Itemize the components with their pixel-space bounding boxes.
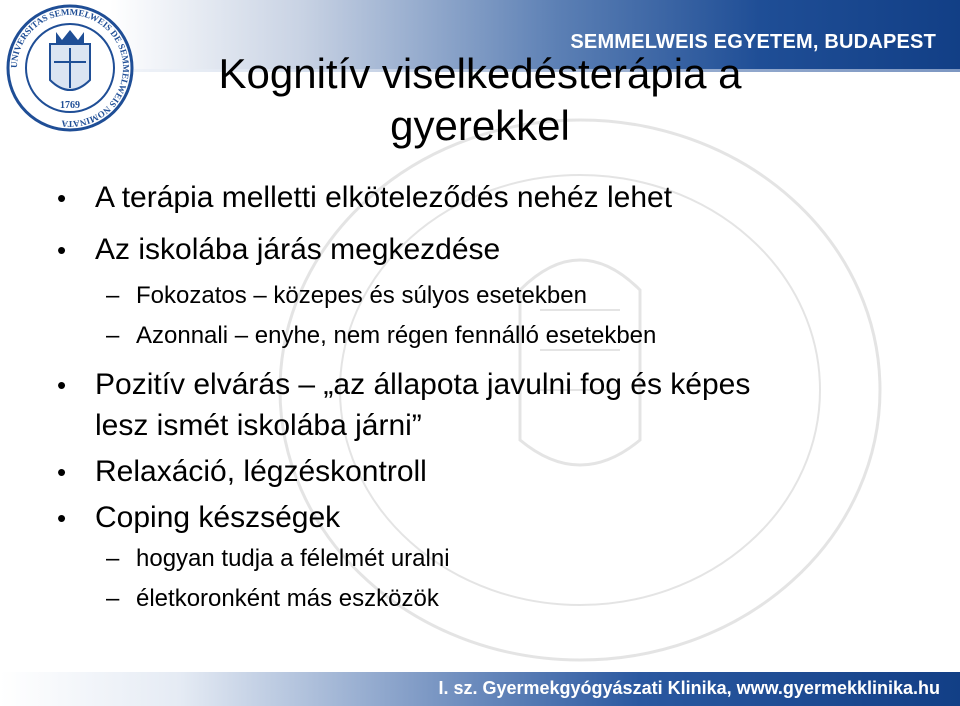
bullet-text: Relaxáció, légzéskontroll [95,455,427,488]
sub-bullet-text: Fokozatos – közepes és súlyos esetekben [136,282,587,309]
university-seal [4,2,136,134]
bullet-text: Pozitív elvárás – „az állapota javulni fog és képes [95,368,751,401]
sub-bullet-text: életkoronként más eszközök [136,585,439,612]
sub-bullet-text: hogyan tudja a félelmét uralni [136,545,450,572]
dash-icon: – [106,585,120,612]
footer-text: I. sz. Gyermekgyógyászati Klinika, www.gyermekklinika.hu [438,678,940,698]
sub-bullet-item [106,584,916,614]
sub-bullet-item [106,544,916,574]
footer-band [0,672,960,706]
bullet-text: Az iskolába járás megkezdése [95,233,501,266]
dash-icon: – [106,282,120,309]
slide-title-line-2: gyerekkel [390,102,570,149]
bullet-dot-icon: • [57,457,67,487]
sub-bullet-text: Azonnali – enyhe, nem régen fennálló esetekben [136,322,657,349]
bullet-text: lesz ismét iskolába járni” [95,409,422,442]
bullet-dot-icon: • [57,235,67,265]
slide-title [160,48,800,152]
bullet-item [57,498,915,538]
sub-bullet-item [106,281,916,311]
dash-icon: – [106,545,120,572]
seal-year: 1769 [60,100,80,111]
bullet-item [57,230,915,270]
bullet-item [57,365,915,405]
university-name: SEMMELWEIS EGYETEM, BUDAPEST [570,31,936,53]
bullet-item [57,452,915,492]
dash-icon: – [106,322,120,349]
bullet-item [57,178,915,218]
bullet-text: A terápia melletti elköteleződés nehéz lehet [95,181,673,214]
bullet-dot-icon: • [57,503,67,533]
slide-title-line-1: Kognitív viselkedésterápia a [218,50,742,97]
sub-bullet-item [106,321,916,351]
bullet-dot-icon: • [57,370,67,400]
bullet-text: Coping készségek [95,501,341,534]
bullet-dot-icon: • [57,183,67,213]
bullet-continuation [95,406,915,446]
seal-ring-text: UNIVERSITAS SEMMELWEIS DE SEMMELWEIS NOMINATA [8,6,132,130]
